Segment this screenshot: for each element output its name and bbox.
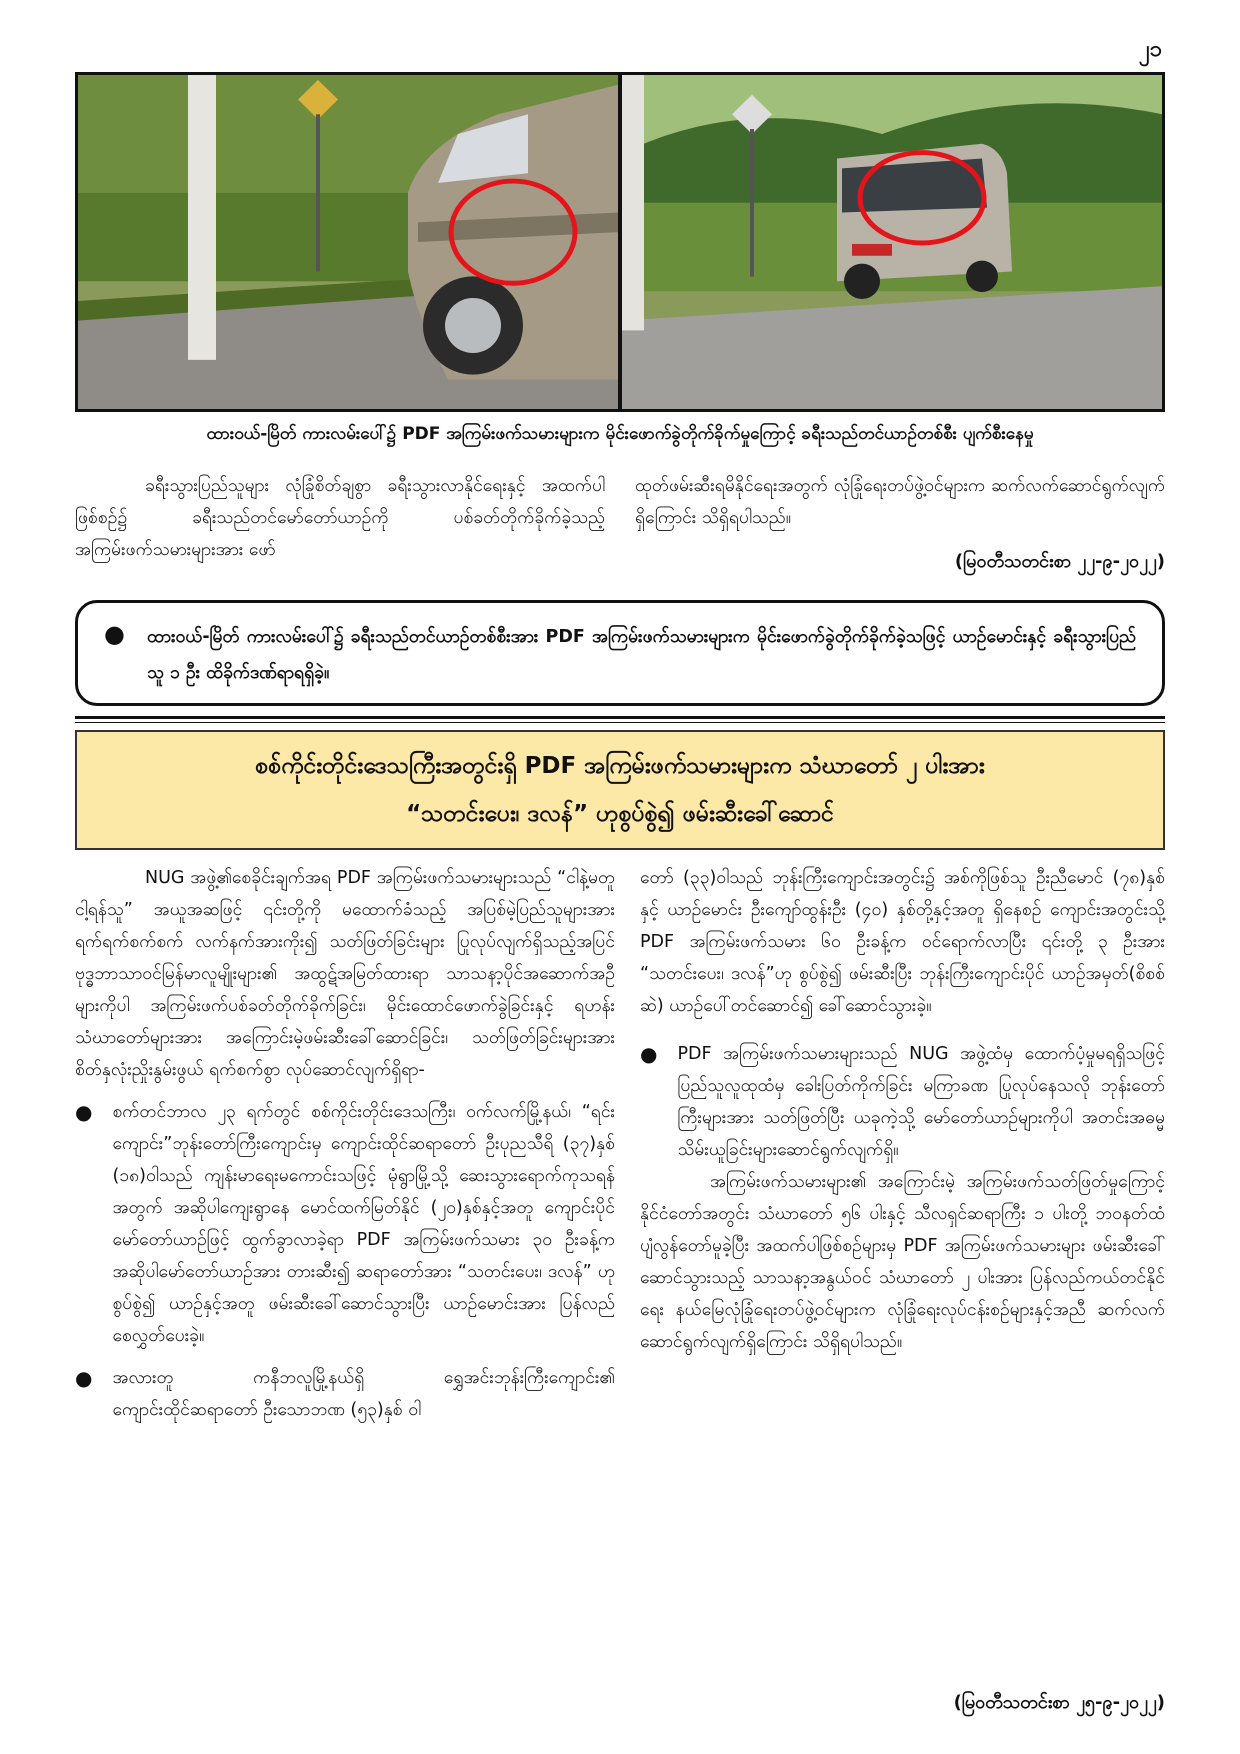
summary-callout-box xyxy=(75,600,1165,706)
section-divider-thick xyxy=(75,716,1165,719)
photo-left-damaged-van xyxy=(78,75,618,409)
headline-line-1: စစ်ကိုင်းတိုင်းဒေသကြီးအတွင်းရှိ PDF အကြမ်းဖက်သမားများက သံဃာတော် ၂ ပါးအား xyxy=(255,753,985,779)
source-citation-top: (မြဝတီသတင်းစာ ၂၂-၉-၂၀၂၂) xyxy=(954,551,1165,572)
photo-caption: ထားဝယ်-မြိတ် ကားလမ်းပေါ်၌ PDF အကြမ်းဖက်သမားများက မိုင်းဖောက်ခွဲတိုက်ခိုက်မှုကြောင့် ခရီးသည်တင်ယာဉ်တစ်စီး ပျက်စီးနေမှု xyxy=(206,424,1034,444)
top-right-column xyxy=(635,470,1165,578)
bullet-dot-icon: ● xyxy=(104,620,125,648)
article-continuation: တော် (၃၃)ဝါသည် ဘုန်းကြီးကျောင်းအတွင်း၌ အစ်ကိုဖြစ်သူ ဦးညီမောင် (၇၈)နှစ်နှင့် ယာဉ်မောင်း ဦးကျော်ထွန်းဦး (၄၀) နှစ်တို့နှင့်အတူ ရှိနေစဉ် ကျောင်းအတွင်းသို့ PDF အကြမ်းဖက်သမား ၆၀ ဦးခန့်က ဝင်ရောက်လာပြီး ၎င်းတို့ ၃ ဦးအား “သတင်းပေး၊ ဒလန်”ဟု စွပ်စွဲ၍ ဖမ်းဆီးပြီး ဘုန်းကြီးကျောင်းပိုင် ယာဉ်အမှတ်(စိစစ်ဆဲ) ယာဉ်ပေါ်တင်ဆောင်၍ ခေါ်ဆောင်သွားခဲ့။ xyxy=(640,868,1165,1016)
bullet-text: PDF အကြမ်းဖက်သမားများသည် NUG အဖွဲ့ထံမှ ထောက်ပံ့မှုမရရှိသဖြင့် ပြည်သူလူထုထံမှ ခေါးပြတ်ကိုက်ခြင်း မကြာခဏ ပြုလုပ်နေသလို ဘုန်းတော်ကြီးများအား သတ်ဖြတ်ပြီး ယခုကဲ့သို့ မော်တော်ယာဉ်များကိုပါ အတင်းအဓမ္မသိမ်းယူခြင်းများဆောင်ရွက်လျက်ရှိ။ xyxy=(677,1044,1165,1160)
bullet-text: စက်တင်ဘာလ ၂၃ ရက်တွင် စစ်ကိုင်းတိုင်းဒေသကြီး၊ ဝက်လက်မြို့နယ်၊ “ရင်းကျောင်း”ဘုန်းတော်ကြီးကျောင်းမှ ကျောင်းထိုင်ဆရာတော် ဦးပုညသီရိ (၃၇)နှစ် (၁၈)ဝါသည် ကျန်းမာရေးမကောင်းသဖြင့် မုံရွာမြို့သို့ ဆေးသွားရောက်ကုသရန်အတွက် အဆိုပါကျေးရွာနေ မောင်ထက်မြတ်နိုင် (၂၀)နှစ်နှင့်အတူ ကျောင်းပိုင်မော်တော်ယာဉ်ဖြင့် ထွက်ခွာလာခဲ့ရာ PDF အကြမ်းဖက်သမား ၃၀ ဦးခန့်က အဆိုပါမော်တော်ယာဉ်အား တားဆီး၍ ဆရာတော်အား “သတင်းပေး၊ ဒလန်” ဟုစွပ်စွဲ၍ ယာဉ်နှင့်အတူ ဖမ်းဆီးခေါ်ဆောင်သွားပြီး ယာဉ်မောင်းအား ပြန်လည်စေလွှတ်ပေးခဲ့။ xyxy=(112,1102,615,1346)
headline-line-2: “သတင်းပေး၊ ဒလန်” ဟုစွပ်စွဲ၍ ဖမ်းဆီးခေါ်ဆောင် xyxy=(406,801,834,827)
page-number: ၂၁ xyxy=(1138,37,1162,62)
top-right-text: ထုတ်ဖမ်းဆီးရမိနိုင်ရေးအတွက် လုံခြုံရေးတပ်ဖွဲ့ဝင်များက ဆက်လက်ဆောင်ရွက်လျက်ရှိကြောင်း သိရှိရပါသည်။ xyxy=(635,476,1165,528)
bullet-dot-icon: ● xyxy=(75,1366,93,1390)
top-left-text: ခရီးသွားပြည်သူများ လုံခြုံစိတ်ချစွာ ခရီးသွားလာနိုင်ရေးနှင့် အထက်ပါဖြစ်စဉ်၌ ခရီးသည်တင်မော်တော်ယာဉ်ကို ပစ်ခတ်တိုက်ခိုက်ခဲ့သည့် အကြမ်းဖက်သမားများအား ဖော် xyxy=(75,476,605,560)
top-left-column xyxy=(75,470,605,566)
article-headline xyxy=(75,730,1165,850)
section-divider-thin xyxy=(75,722,1165,723)
source-citation-bottom: (မြဝတီသတင်းစာ ၂၅-၉-၂၀၂၂) xyxy=(953,1692,1165,1713)
photo-row xyxy=(75,72,1165,412)
article-closing: အကြမ်းဖက်သမားများ၏ အကြောင်းမဲ့ အကြမ်းဖက်သတ်ဖြတ်မှုကြောင့် နိုင်ငံတော်အတွင်း သံဃာတော် ၅၆ ပါးနှင့် သီလရှင်ဆရာကြီး ၁ ပါးတို့ ဘဝနတ်ထံပျံလွန်တော်မူခဲ့ပြီး အထက်ပါဖြစ်စဉ်များမှ PDF အကြမ်းဖက်သမားများ ဖမ်းဆီးခေါ်ဆောင်သွားသည့် သာသနာ့အနွယ်ဝင် သံဃာတော် ၂ ပါးအား ပြန်လည်ကယ်တင်နိုင်ရေး နယ်မြေလုံခြုံရေးတပ်ဖွဲ့ဝင်များက လုံခြုံရေးလုပ်ငန်းစဉ်များနှင့်အညီ ဆက်လက်ဆောင်ရွက်လျက်ရှိကြောင်း သိရှိရပါသည်။ xyxy=(640,1172,1165,1352)
photo-right-van-on-roadside xyxy=(622,75,1162,409)
list-item xyxy=(75,1362,615,1426)
callout-text: ထားဝယ်-မြိတ် ကားလမ်းပေါ်၌ ခရီးသည်တင်ယာဉ်တစ်စီးအား PDF အကြမ်းဖက်သမားများက မိုင်းဖောက်ခွဲတိုက်ခိုက်ခဲ့သဖြင့် ယာဉ်မောင်းနှင့် ခရီးသွားပြည်သူ ၁ ဦး ထိခိုက်ဒဏ်ရာရရှိခဲ့။ xyxy=(146,627,1136,683)
bullet-dot-icon: ● xyxy=(75,1100,93,1124)
bullet-dot-icon: ● xyxy=(640,1042,658,1066)
article-intro: NUG အဖွဲ့၏စေခိုင်းချက်အရ PDF အကြမ်းဖက်သမားများသည် “ငါနဲ့မတူ ငါ့ရန်သူ” အယူအဆဖြင့် ၎င်းတို့ကို မထောက်ခံသည့် အပြစ်မဲ့ပြည်သူများအား ရက်ရက်စက်စက် လက်နက်အားကိုး၍ သတ်ဖြတ်ခြင်းများ ပြုလုပ်လျက်ရှိသည့်အပြင် ဗုဒ္ဓဘာသာဝင်မြန်မာလူမျိုးများ၏ အထွဋ်အမြတ်ထားရာ သာသနာ့ပိုင်အဆောက်အဦများကိုပါ အကြမ်းဖက်ပစ်ခတ်တိုက်ခိုက်ခြင်း၊ မိုင်းထောင်ဖောက်ခွဲခြင်းနှင့် ရဟန်းသံဃာတော်များအား အကြောင်းမဲ့ဖမ်းဆီးခေါ်ဆောင်ခြင်း၊ သတ်ဖြတ်ခြင်းများအား စိတ်နှလုံးညှိုးနွမ်းဖွယ် ရက်စက်စွာ လုပ်ဆောင်လျက်ရှိရာ- xyxy=(75,868,615,1080)
article-left-column xyxy=(75,862,615,1426)
list-item xyxy=(75,1096,615,1352)
list-item xyxy=(640,1038,1165,1166)
article-right-column xyxy=(640,862,1165,1358)
bullet-text: အလားတူ ကနီဘလူမြို့နယ်ရှိ ရွှေအင်းဘုန်းကြီးကျောင်း၏ ကျောင်းထိုင်ဆရာတော် ဦးသောဘဏ (၅၃)နှစ် ဝါ xyxy=(112,1368,615,1420)
